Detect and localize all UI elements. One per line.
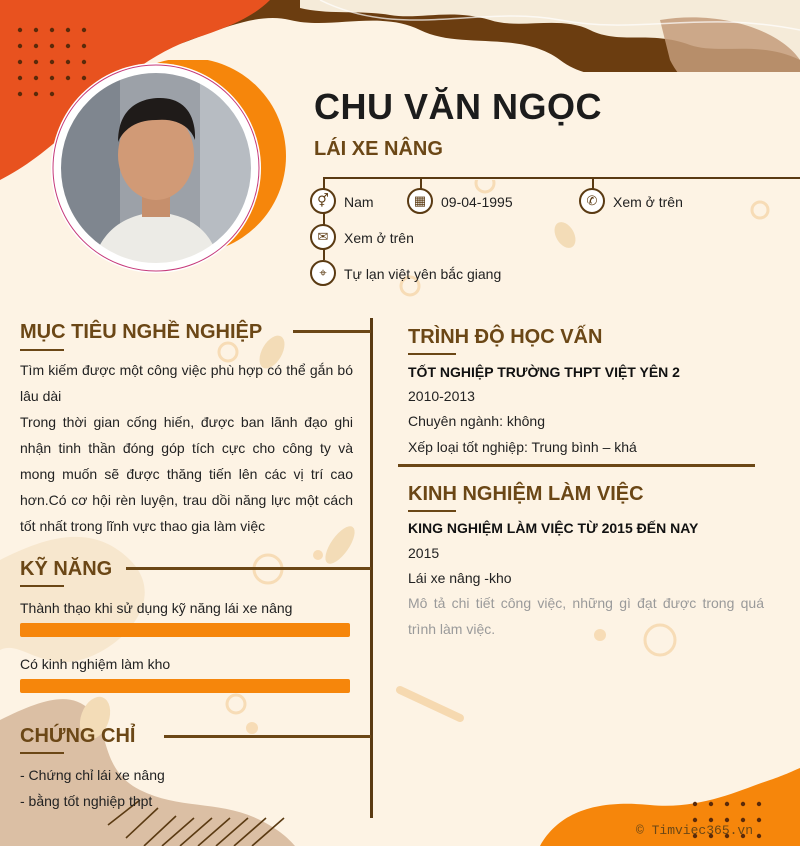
avatar (50, 60, 290, 275)
experience-role: Lái xe nâng -kho (408, 570, 512, 586)
email-text: Xem ở trên (344, 230, 414, 246)
certificate-item: - bằng tốt nghiệp thpt (20, 793, 153, 809)
birthdate-text: 09-04-1995 (441, 194, 513, 210)
section-separator (398, 464, 755, 467)
address-text: Tự lạn việt yên bắc giang (344, 266, 502, 282)
gender-text: Nam (344, 194, 374, 210)
footer-credit: © Timviec365.vn (636, 823, 754, 838)
title-underline (408, 510, 456, 512)
objective-paragraph: Tìm kiếm được một công việc phù hợp có thể gắn bó lâu dài (20, 362, 353, 404)
section-title-experience: KINH NGHIỆM LÀM VIỆC (408, 483, 644, 505)
section-rule (164, 735, 371, 738)
phone-icon: ✆ (579, 188, 605, 214)
education-rank: Xếp loại tốt nghiệp: Trung bình – khá (408, 439, 637, 455)
experience-heading: KING NGHIỆM LÀM VIỆC TỪ 2015 ĐẾN NAY (408, 520, 699, 536)
experience-year: 2015 (408, 545, 440, 561)
objective-paragraph: Trong thời gian cống hiến, được ban lãnh đạo ghi nhận tinh thần đóng góp tích cực cho công ty và mong muốn sẽ được thăng tiến lên các vị trí cao hơn.Có cơ hội rèn luyện, trau dồi năng lực một cách tốt nhất trong lĩnh vực thao gia làm việc (20, 414, 353, 534)
education-period: 2010-2013 (408, 388, 475, 404)
title-underline (20, 585, 64, 587)
full-name: CHU VĂN NGỌC (314, 86, 603, 127)
phone-text: Xem ở trên (613, 194, 683, 210)
certificate-item: - Chứng chỉ lái xe nâng (20, 767, 165, 783)
skill-bar-track (20, 623, 350, 637)
experience-description: Mô tả chi tiết công việc, những gì đạt được trong quá trình làm việc. (408, 595, 764, 637)
title-underline (20, 752, 64, 754)
calendar-icon: ▦ (407, 188, 433, 214)
section-title-education: TRÌNH ĐỘ HỌC VẤN (408, 326, 603, 348)
skill-bar-track (20, 679, 350, 693)
section-rule (126, 567, 371, 570)
skill-bar-fill (20, 623, 350, 637)
avatar-frame (50, 60, 290, 275)
skill-label: Có kinh nghiệm làm kho (20, 656, 171, 672)
skill-bar-fill (20, 679, 350, 693)
education-major: Chuyên ngành: không (408, 413, 545, 429)
section-title-objective: MỤC TIÊU NGHỀ NGHIỆP (20, 321, 263, 343)
title-underline (20, 349, 64, 351)
location-pin-icon: ⌖ (310, 260, 336, 286)
job-title: LÁI XE NÂNG (314, 138, 443, 160)
section-rule (293, 330, 371, 333)
contact-line (323, 177, 800, 179)
section-title-skills: KỸ NĂNG (20, 558, 113, 580)
gender-icon: ⚥ (310, 188, 336, 214)
section-title-certificates: CHỨNG CHỈ (20, 725, 136, 747)
envelope-icon: ✉ (310, 224, 336, 250)
objective-text (20, 357, 353, 539)
title-underline (408, 353, 456, 355)
skill-label: Thành thạo khi sử dụng kỹ năng lái xe nâng (20, 600, 293, 616)
education-school: TỐT NGHIỆP TRƯỜNG THPT VIỆT YÊN 2 (408, 364, 680, 380)
